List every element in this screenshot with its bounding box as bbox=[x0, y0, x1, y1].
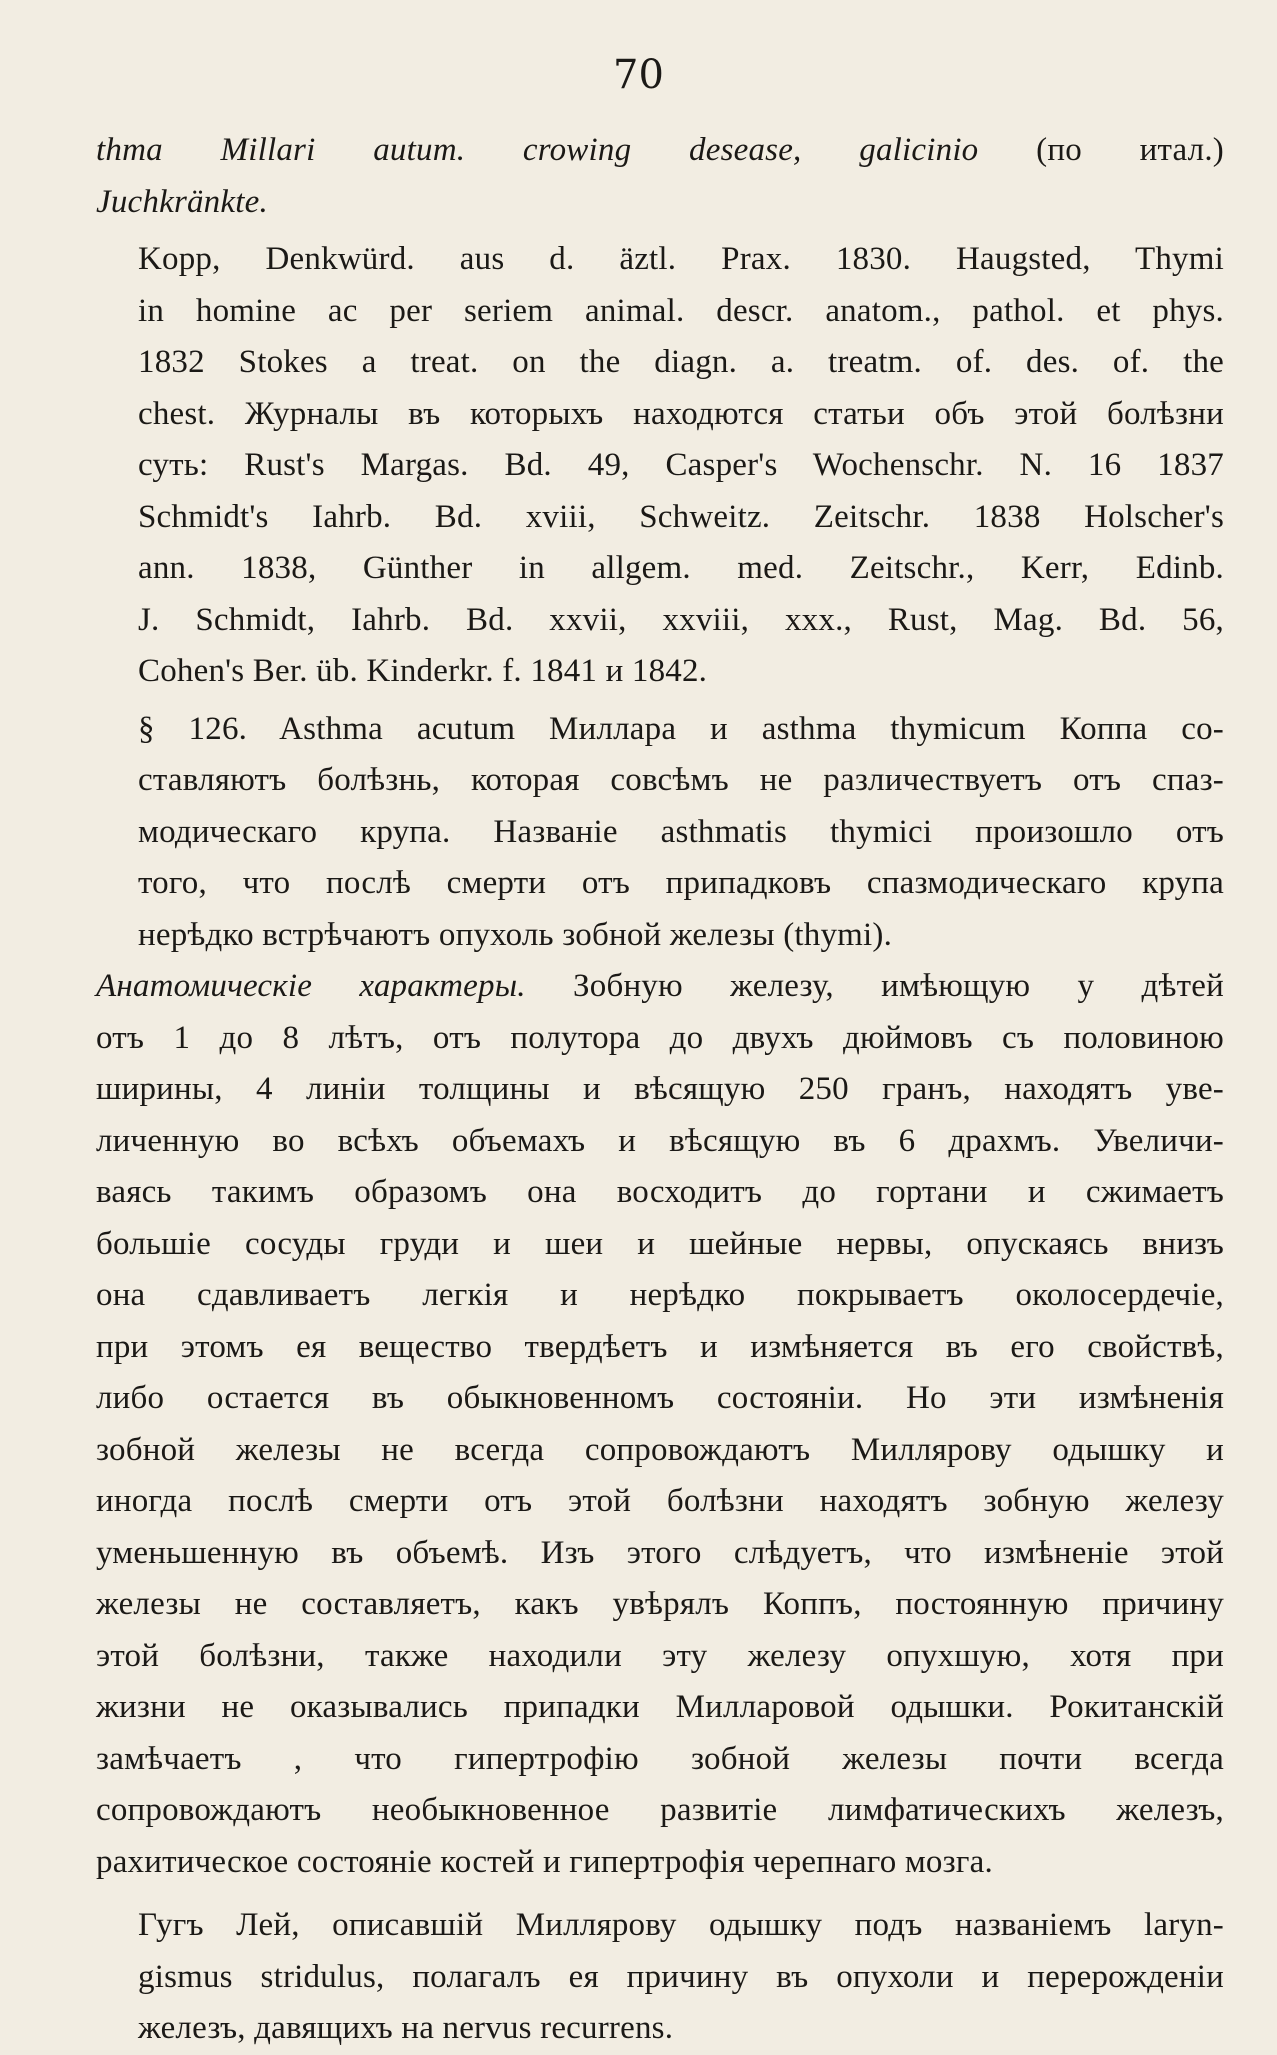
section-paragraph bbox=[96, 704, 1224, 962]
text-line: того, что послѣ смерти отъ припадковъ спазмодическаго крупа bbox=[138, 865, 1224, 901]
text-line: J. Schmidt, Iahrb. Bd. xxvii, xxviii, xxx., Rust, Mag. Bd. 56, bbox=[138, 601, 1224, 638]
page-number: 70 bbox=[613, 52, 664, 98]
text-line bbox=[96, 961, 1224, 1013]
text-line: in homine ac per seriem animal. descr. anatom., pathol. et phys. bbox=[138, 292, 1224, 329]
text-line: либо остается въ обыкновенномъ состояніи. Но эти измѣненія bbox=[96, 1380, 1224, 1416]
text-line: большіе сосуды груди и шеи и шейные нервы, опускаясь внизъ bbox=[96, 1225, 1224, 1262]
text-line: ставляютъ болѣзнь, которая совсѣмъ не различествуетъ отъ спаз- bbox=[138, 762, 1224, 798]
text-line: gismus stridulus, полагалъ ея причину въ опухоли и перерожденіи bbox=[138, 1958, 1224, 1995]
text-line: жизни не оказывались припадки Милларовой одышки. Рокитанскій bbox=[96, 1689, 1224, 1725]
text-line: замѣчаетъ , что гипертрофію зобной железы почти всегда bbox=[96, 1740, 1224, 1777]
text-line: железы не составляетъ, какъ увѣрялъ Коппъ, постоянную причину bbox=[96, 1586, 1224, 1622]
text-line: chest. Журналы въ которыхъ находются статьи объ этой болѣзни bbox=[138, 395, 1224, 432]
text-line: уменьшенную въ объемѣ. Изъ этого слѣдуетъ, что измѣненіе этой bbox=[96, 1534, 1224, 1571]
text-line bbox=[96, 125, 1224, 177]
body-text bbox=[96, 125, 1224, 2055]
text-line: при этомъ ея вещество твердѣетъ и измѣняется въ его свойствѣ, bbox=[96, 1328, 1224, 1365]
text-line: ваясь такимъ образомъ она восходитъ до гортани и сжимаетъ bbox=[96, 1174, 1224, 1210]
text-line: 1832 Stokes a treat. on the diagn. a. treatm. of. des. of. the bbox=[138, 344, 1224, 380]
text-line: личенную во всѣхъ объемахъ и вѣсящую въ 6 драхмъ. Увеличи- bbox=[96, 1122, 1224, 1159]
bibliography-paragraph bbox=[96, 234, 1224, 698]
anatomy-paragraph bbox=[96, 961, 1224, 1888]
subheading: Анатомическіе характеры. bbox=[96, 968, 526, 1004]
text-line: ann. 1838, Günther in allgem. med. Zeitschr., Kerr, Edinb. bbox=[138, 550, 1224, 586]
text-line: иногда послѣ смерти отъ этой болѣзни находятъ зобную железу bbox=[96, 1483, 1224, 1519]
text-line: зобной железы не всегда сопровождаютъ Миллярову одышку и bbox=[96, 1431, 1224, 1468]
text-line: § 126. Asthma acutum Миллара и asthma thymicum Коппа со- bbox=[138, 710, 1224, 747]
text-line: железъ, давящихъ на nervus recurrens. bbox=[138, 2010, 674, 2046]
text-line: Гугъ Лей, описавшій Миллярову одышку подъ названіемъ laryn- bbox=[138, 1907, 1224, 1943]
text-line: отъ 1 до 8 лѣтъ, отъ полутора до двухъ дюймовъ съ половиною bbox=[96, 1019, 1224, 1056]
text-line: сопровождаютъ необыкновенное развитіе лимфатическихъ железъ, bbox=[96, 1792, 1224, 1828]
text-line: Juchkränkte. bbox=[96, 183, 268, 220]
closing-paragraph bbox=[96, 1900, 1224, 2055]
latin-term: thma Millari autum. crowing desease, galicinio bbox=[96, 132, 979, 168]
text-line: ширины, 4 линіи толщины и вѣсящую 250 гранъ, находятъ уве- bbox=[96, 1071, 1224, 1107]
text-line: Cohen's Ber. üb. Kinderkr. f. 1841 и 1842. bbox=[138, 653, 708, 689]
text-line: Schmidt's Iahrb. Bd. xviii, Schweitz. Zeitschr. 1838 Holscher's bbox=[138, 498, 1224, 535]
text-fragment: (по итал.) bbox=[978, 132, 1224, 168]
text-line: рахитическое состояніе костей и гипертрофія черепнаго мозга. bbox=[96, 1843, 993, 1880]
text-line: суть: Rust's Margas. Bd. 49, Casper's Wochenschr. N. 16 1837 bbox=[138, 447, 1224, 483]
text-line: модическаго крупа. Названіе asthmatis thymici произошло отъ bbox=[138, 813, 1224, 850]
text-line: этой болѣзни, также находили эту железу опухшую, хотя при bbox=[96, 1637, 1224, 1674]
text-line: она сдавливаетъ легкія и нерѣдко покрываетъ околосердечіе, bbox=[96, 1277, 1224, 1313]
paragraph-continued bbox=[96, 125, 1224, 228]
text-fragment: Зобную железу, имѣющую у дѣтей bbox=[525, 968, 1224, 1004]
text-line: нерѣдко встрѣчаютъ опухоль зобной железы (thymi). bbox=[138, 916, 893, 953]
text-line: Kopp, Denkwürd. aus d. äztl. Prax. 1830. Haugsted, Thymi bbox=[138, 241, 1224, 277]
